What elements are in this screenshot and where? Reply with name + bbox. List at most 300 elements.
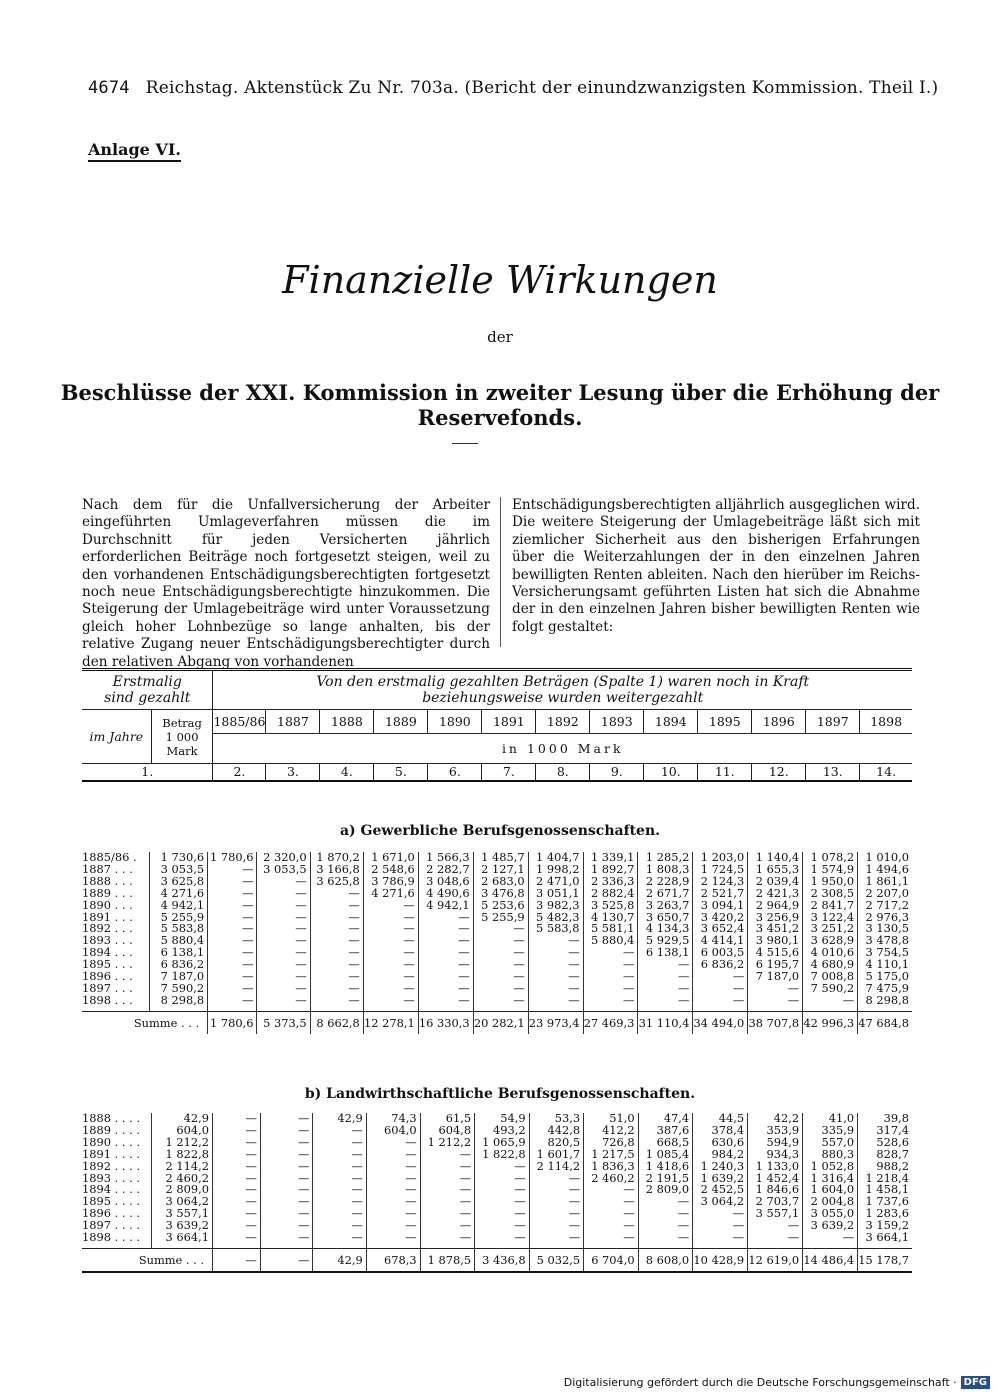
table-cell: 2 703,7 <box>748 1196 803 1208</box>
table-cell: 6 195,7 <box>748 959 803 971</box>
table-cell: 3 664,1 <box>151 1232 212 1244</box>
table-cell: 3 064,2 <box>693 1196 748 1208</box>
table-cell: 6 836,2 <box>149 959 207 971</box>
sum-cell: 23 973,4 <box>528 1011 583 1034</box>
table-cell: 3 639,2 <box>151 1220 212 1232</box>
table-cell: 3 159,2 <box>858 1220 912 1232</box>
table-cell: 1 212,2 <box>151 1137 212 1149</box>
table-cell: 1 285,2 <box>638 852 693 864</box>
table-cell: 1 574,9 <box>803 864 858 876</box>
table-cell: 1 822,8 <box>475 1149 530 1161</box>
table-cell: — <box>366 1173 420 1185</box>
table-cell: 3 048,6 <box>418 876 473 888</box>
table-cell: — <box>310 888 363 900</box>
table-cell: — <box>420 1208 475 1220</box>
row-year: 1889 . . . <box>82 885 133 900</box>
table-cell: 1 822,8 <box>151 1149 212 1161</box>
table-cell: — <box>213 1113 261 1125</box>
table-cell: — <box>528 947 583 959</box>
table-cell: 2 809,0 <box>638 1184 693 1196</box>
table-cell: 3 053,5 <box>257 864 310 876</box>
table-cell: — <box>748 995 803 1007</box>
table-cell: 594,9 <box>748 1137 803 1149</box>
sum-cell: 5 032,5 <box>529 1248 584 1272</box>
row-year: 1887 . . . <box>82 861 133 876</box>
table-cell: — <box>529 1173 584 1185</box>
appendix-label: Anlage VI. <box>88 140 181 162</box>
table-cell: 2 452,5 <box>693 1184 748 1196</box>
table-cell: — <box>208 912 257 924</box>
table-cell: — <box>310 959 363 971</box>
table-cell: — <box>638 971 693 983</box>
header-year: 1890 <box>428 710 482 734</box>
header-year: 1893 <box>590 710 644 734</box>
table-cell: 1 339,1 <box>583 852 638 864</box>
table-cell: — <box>208 983 257 995</box>
table-cell: — <box>363 983 418 995</box>
table-cell: 42,2 <box>748 1113 803 1125</box>
table-cell: — <box>313 1220 366 1232</box>
table-cell: 3 451,2 <box>748 923 803 935</box>
table-cell: 1 133,0 <box>748 1161 803 1173</box>
table-cell: 4 271,6 <box>363 888 418 900</box>
running-title: Reichstag. Aktenstück Zu Nr. 703a. (Bericht der einundzwanzigsten Kommission. Theil I.) <box>145 78 939 98</box>
sum-cell: 27 469,3 <box>583 1011 638 1034</box>
table-cell: 3 754,5 <box>858 947 912 959</box>
table-cell: 4 130,7 <box>583 912 638 924</box>
table-cell: — <box>310 983 363 995</box>
table-cell: — <box>208 995 257 1007</box>
table-cell: — <box>529 1196 584 1208</box>
table-cell: — <box>257 876 310 888</box>
table-cell: 1 452,4 <box>748 1173 803 1185</box>
sum-cell: 3 436,8 <box>475 1248 530 1272</box>
table-cell: 1 065,9 <box>475 1137 530 1149</box>
table-cell: 820,5 <box>529 1137 584 1149</box>
table-cell: — <box>208 876 257 888</box>
table-cell: 7 475,9 <box>858 983 912 995</box>
table-cell: — <box>213 1125 261 1137</box>
table-cell: — <box>693 1232 748 1244</box>
table-cell: — <box>420 1232 475 1244</box>
table-cell: — <box>257 900 310 912</box>
table-cell: 2 460,2 <box>151 1173 212 1185</box>
header-year: 1892 <box>536 710 590 734</box>
table-cell: — <box>418 912 473 924</box>
section-a-body <box>82 852 912 1034</box>
table-cell: 1 212,2 <box>420 1137 475 1149</box>
table-cell: 5 255,9 <box>473 912 528 924</box>
row-year: 1895 . . . . <box>82 1194 140 1209</box>
table-cell: 2 683,0 <box>473 876 528 888</box>
table-cell: 1 730,6 <box>149 852 207 864</box>
table-cell: 6 138,1 <box>149 947 207 959</box>
table-cell: — <box>213 1184 261 1196</box>
sum-cell: 1 878,5 <box>420 1248 475 1272</box>
table-cell: 1 737,6 <box>858 1196 912 1208</box>
header-betrag: Betrag 1 000 Mark <box>151 710 213 764</box>
col-number: 7. <box>482 764 536 781</box>
table-cell: 828,7 <box>858 1149 912 1161</box>
table-cell: — <box>313 1208 366 1220</box>
table-cell: 2 964,9 <box>748 900 803 912</box>
row-year: 1894 . . . . <box>82 1182 140 1197</box>
table-cell: — <box>213 1220 261 1232</box>
header-erstmalig: Erstmalig sind gezahlt <box>82 670 213 710</box>
table-cell: — <box>213 1196 261 1208</box>
table-cell: 4 271,6 <box>149 888 207 900</box>
footer-text: Digitalisierung gefördert durch die Deutsche Forschungsgemeinschaft · <box>563 1376 957 1389</box>
table-cell: 54,9 <box>475 1113 530 1125</box>
table-cell: — <box>583 959 638 971</box>
table-header <box>82 668 912 782</box>
row-year: 1888 . . . . <box>82 1111 140 1125</box>
row-year: 1891 . . . <box>82 909 133 924</box>
table-cell: — <box>418 947 473 959</box>
table-cell: — <box>803 1232 858 1244</box>
table-cell: — <box>213 1232 261 1244</box>
table-cell: — <box>583 971 638 983</box>
table-cell: — <box>260 1196 313 1208</box>
table-cell: — <box>310 947 363 959</box>
table-cell: 4 942,1 <box>418 900 473 912</box>
table-cell: — <box>638 995 693 1007</box>
table-cell: — <box>528 959 583 971</box>
table-cell: — <box>528 935 583 947</box>
table-cell: 61,5 <box>420 1113 475 1125</box>
table-cell: 387,6 <box>638 1125 693 1137</box>
table-cell: 5 253,6 <box>473 900 528 912</box>
table-cell: — <box>310 912 363 924</box>
sum-cell: 34 494,0 <box>693 1011 748 1034</box>
table-cell: 2 717,2 <box>858 900 912 912</box>
table-cell: 2 191,5 <box>638 1173 693 1185</box>
table-cell: — <box>366 1208 420 1220</box>
table-cell: — <box>363 995 418 1007</box>
sum-label: Summe . . . <box>82 1011 208 1034</box>
table-cell: 47,4 <box>638 1113 693 1125</box>
table-cell: — <box>213 1149 261 1161</box>
table-cell: 1 404,7 <box>528 852 583 864</box>
table-cell: 1 998,2 <box>528 864 583 876</box>
table-cell: — <box>363 971 418 983</box>
table-cell: 3 650,7 <box>638 912 693 924</box>
table-cell: — <box>693 983 748 995</box>
table-cell: 5 583,8 <box>149 923 207 935</box>
table-cell: — <box>583 995 638 1007</box>
table-cell: — <box>363 912 418 924</box>
table-cell: 1 655,3 <box>748 864 803 876</box>
table-cell: 3 166,8 <box>310 864 363 876</box>
row-year: 1892 . . . <box>82 921 133 936</box>
table-cell: — <box>418 983 473 995</box>
table-cell: 2 124,3 <box>693 876 748 888</box>
sum-cell: 678,3 <box>366 1248 420 1272</box>
sum-cell: — <box>213 1248 261 1272</box>
table-cell: — <box>313 1149 366 1161</box>
table-cell: — <box>638 1220 693 1232</box>
table-cell: — <box>208 900 257 912</box>
table-cell: — <box>475 1208 530 1220</box>
table-cell: — <box>475 1232 530 1244</box>
header-year: 1896 <box>752 710 806 734</box>
page-title: Finanzielle Wirkungen <box>282 258 718 302</box>
table-cell: 1 494,6 <box>858 864 912 876</box>
table-cell: 630,6 <box>693 1137 748 1149</box>
col-number: 9. <box>590 764 644 781</box>
table-cell: 2 521,7 <box>693 888 748 900</box>
row-year: 1896 . . . . <box>82 1206 140 1221</box>
table-cell: — <box>584 1232 639 1244</box>
table-cell: — <box>475 1196 530 1208</box>
text-column-right: Entschädigungsberechtigten alljährlich ausgeglichen wird. Die weitere Steigerung der Umlagebeiträge läßt sich mit ziemlicher Sicherheit aus den bisherigen Erfahrungen über die Weiterzahlungen der in den einzelnen Jahren bewilligten Renten ableiten. Nach den hierüber im Reichs-Versicherungsamt geführten Listen hat sich die Abnahme der in den einzelnen Jahren bisher bewilligten Renten wie folgt gestaltet: <box>512 497 921 635</box>
table-cell: — <box>473 935 528 947</box>
col-number: 5. <box>374 764 428 781</box>
table-cell: — <box>208 971 257 983</box>
table-cell: 2 841,7 <box>803 900 858 912</box>
table-cell: 3 064,2 <box>151 1196 212 1208</box>
table-cell: 3 557,1 <box>748 1208 803 1220</box>
table-cell: 2 114,2 <box>529 1161 584 1173</box>
table-cell: — <box>693 1220 748 1232</box>
table-cell: — <box>260 1232 313 1244</box>
sum-cell: 6 704,0 <box>584 1248 639 1272</box>
table-cell: — <box>260 1113 313 1125</box>
table-cell: 1 052,8 <box>803 1161 858 1173</box>
table-cell: — <box>528 983 583 995</box>
text-column-left: Nach dem für die Unfallversicherung der Arbeiter eingeführten Umlageverfahren müssen die im Durchschnitt für jeden Versicherten jährlich erforderlichen Beiträge noch fortgesetzt steigen, weil zu den vorhandenen Entschädigungsberechtigten fortgesetzt noch neue Entschädigungsberechtigte hinzukommen. Die Steigerung der Umlagebeiträge wird unter Voraussetzung gleich hoher Lohnbezüge so lange anhalten, bis der relative Zugang neuer Entschädigungsberechtigter durch den relativen Abgang von vorhandenen <box>82 497 490 670</box>
table-cell: — <box>366 1149 420 1161</box>
table-cell: — <box>529 1232 584 1244</box>
table-cell: — <box>584 1220 639 1232</box>
table-cell: 8 298,8 <box>149 995 207 1007</box>
table-cell: — <box>366 1184 420 1196</box>
table-cell: — <box>208 935 257 947</box>
table-cell: 353,9 <box>748 1125 803 1137</box>
table-cell: 4 515,6 <box>748 947 803 959</box>
table-cell: 5 255,9 <box>149 912 207 924</box>
table-cell: 604,0 <box>366 1125 420 1137</box>
table-cell: 5 880,4 <box>583 935 638 947</box>
row-year: 1893 . . . <box>82 933 133 948</box>
table-cell: 1 283,6 <box>858 1208 912 1220</box>
row-year: 1894 . . . <box>82 945 133 960</box>
header-year: 1895 <box>698 710 752 734</box>
table-cell: 5 929,5 <box>638 935 693 947</box>
table-cell: — <box>257 947 310 959</box>
table-cell: 1 458,1 <box>858 1184 912 1196</box>
table-cell: — <box>363 935 418 947</box>
table-section-b <box>82 1113 912 1273</box>
table-cell: — <box>420 1161 475 1173</box>
table-cell: — <box>528 995 583 1007</box>
table-cell: 1 671,0 <box>363 852 418 864</box>
title-connector: der <box>487 328 513 346</box>
sum-cell: 42,9 <box>313 1248 366 1272</box>
table-cell: — <box>583 947 638 959</box>
row-year: 1896 . . . <box>82 969 133 984</box>
sum-cell: 1 780,6 <box>208 1011 257 1034</box>
table-cell: 3 094,1 <box>693 900 748 912</box>
row-year: 1897 . . . . <box>82 1218 140 1233</box>
table-cell: — <box>529 1220 584 1232</box>
table-cell: — <box>638 983 693 995</box>
row-year: 1892 . . . . <box>82 1158 140 1173</box>
table-cell: 442,8 <box>529 1125 584 1137</box>
table-cell: 2 114,2 <box>151 1161 212 1173</box>
title-rule <box>452 443 478 444</box>
table-cell: 1 601,7 <box>529 1149 584 1161</box>
table-cell: 1 078,2 <box>803 852 858 864</box>
table-cell: — <box>313 1125 366 1137</box>
table-cell: 7 187,0 <box>748 971 803 983</box>
header-year: 1894 <box>644 710 698 734</box>
table-cell: 1 780,6 <box>208 852 257 864</box>
table-cell: — <box>420 1184 475 1196</box>
table-cell: 4 414,1 <box>693 935 748 947</box>
table-cell: 39,8 <box>858 1113 912 1125</box>
header-year: 1885/86 <box>213 710 266 734</box>
table-cell: 3 628,9 <box>803 935 858 947</box>
table-cell: 3 786,9 <box>363 876 418 888</box>
table-cell: 317,4 <box>858 1125 912 1137</box>
header-year: 1887 <box>266 710 320 734</box>
table-cell: 1 950,0 <box>803 876 858 888</box>
table-cell: — <box>257 912 310 924</box>
sum-cell: 5 373,5 <box>257 1011 310 1034</box>
sum-cell: 12 619,0 <box>748 1248 803 1272</box>
table-cell: — <box>310 971 363 983</box>
table-cell: 2 671,7 <box>638 888 693 900</box>
table-cell: 3 664,1 <box>858 1232 912 1244</box>
table-cell: 4 110,1 <box>858 959 912 971</box>
table-cell: — <box>584 1184 639 1196</box>
sum-cell: 20 282,1 <box>473 1011 528 1034</box>
table-cell: 378,4 <box>693 1125 748 1137</box>
table-cell: 3 557,1 <box>151 1208 212 1220</box>
table-cell: 5 583,8 <box>528 923 583 935</box>
table-cell: 1 846,6 <box>748 1184 803 1196</box>
table-cell: 1 203,0 <box>693 852 748 864</box>
table-cell: — <box>473 947 528 959</box>
table-row <box>82 1232 912 1244</box>
table-cell: — <box>529 1208 584 1220</box>
sum-cell: 8 662,8 <box>310 1011 363 1034</box>
page-number: 4674 <box>88 78 130 98</box>
table-cell: 7 187,0 <box>149 971 207 983</box>
table-cell: — <box>748 1220 803 1232</box>
row-year: 1890 . . . <box>82 897 133 912</box>
row-year: 1898 . . . <box>82 992 133 1007</box>
sum-cell: 12 278,1 <box>363 1011 418 1034</box>
row-year: 1895 . . . <box>82 957 133 972</box>
table-cell: 2 336,3 <box>583 876 638 888</box>
row-year: 1893 . . . . <box>82 1170 140 1185</box>
table-cell: — <box>208 864 257 876</box>
table-cell: — <box>420 1173 475 1185</box>
section-a-title: a) Gewerbliche Berufsgenossenschaften. <box>339 823 661 839</box>
table-cell: 934,3 <box>748 1149 803 1161</box>
table-cell: 2 882,4 <box>583 888 638 900</box>
table-cell: — <box>260 1208 313 1220</box>
table-cell: 2 308,5 <box>803 888 858 900</box>
row-year: 1890 . . . . <box>82 1134 140 1149</box>
table-cell: — <box>529 1184 584 1196</box>
table-cell: — <box>366 1220 420 1232</box>
table-cell: 1 870,2 <box>310 852 363 864</box>
table-cell: 4 680,9 <box>803 959 858 971</box>
table-cell: 2 421,3 <box>748 888 803 900</box>
table-cell: 604,8 <box>420 1125 475 1137</box>
table-section-a <box>82 852 912 1034</box>
table-cell: 6 836,2 <box>693 959 748 971</box>
table-cell: 3 130,5 <box>858 923 912 935</box>
table-cell: — <box>260 1149 313 1161</box>
table-cell: 2 207,0 <box>858 888 912 900</box>
sum-label: Summe . . . <box>82 1248 213 1272</box>
table-cell: 1 217,5 <box>584 1149 639 1161</box>
table-cell: — <box>693 995 748 1007</box>
table-cell: — <box>475 1184 530 1196</box>
table-cell: — <box>418 935 473 947</box>
table-cell: 4 010,6 <box>803 947 858 959</box>
table-cell: 5 581,1 <box>583 923 638 935</box>
table-cell: — <box>257 995 310 1007</box>
table-cell: — <box>213 1137 261 1149</box>
table-cell: 1 639,2 <box>693 1173 748 1185</box>
table-cell: — <box>257 935 310 947</box>
table-cell: 557,0 <box>803 1137 858 1149</box>
table-cell: 726,8 <box>584 1137 639 1149</box>
sum-row <box>82 1248 912 1272</box>
row-year: 1888 . . . <box>82 873 133 888</box>
table-cell: — <box>260 1161 313 1173</box>
table-cell: 3 256,9 <box>748 912 803 924</box>
table-cell: — <box>803 995 858 1007</box>
table-cell: 988,2 <box>858 1161 912 1173</box>
table-cell: — <box>257 888 310 900</box>
table-cell: — <box>363 900 418 912</box>
col-number: 4. <box>320 764 374 781</box>
table-cell: — <box>473 971 528 983</box>
table-cell: 8 298,8 <box>858 995 912 1007</box>
table-cell: — <box>638 1196 693 1208</box>
table-cell: — <box>260 1184 313 1196</box>
table-cell: 2 460,2 <box>584 1173 639 1185</box>
table-cell: 2 976,3 <box>858 912 912 924</box>
table-cell: — <box>213 1173 261 1185</box>
table-cell: 44,5 <box>693 1113 748 1125</box>
table-cell: 4 942,1 <box>149 900 207 912</box>
table-cell: — <box>363 947 418 959</box>
table-cell: 1 861,1 <box>858 876 912 888</box>
table-cell: 5 482,3 <box>528 912 583 924</box>
table-cell: — <box>313 1184 366 1196</box>
table-cell: 7 590,2 <box>149 983 207 995</box>
table-cell: 412,2 <box>584 1125 639 1137</box>
table-cell: 51,0 <box>584 1113 639 1125</box>
table-cell: 668,5 <box>638 1137 693 1149</box>
sum-cell: — <box>260 1248 313 1272</box>
table-cell: 7 008,8 <box>803 971 858 983</box>
table-cell: 3 478,8 <box>858 935 912 947</box>
table-cell: — <box>584 1208 639 1220</box>
table-cell: — <box>366 1196 420 1208</box>
table-cell: — <box>420 1220 475 1232</box>
table-cell: 6 138,1 <box>638 947 693 959</box>
table-cell: 880,3 <box>803 1149 858 1161</box>
table-cell: — <box>475 1173 530 1185</box>
